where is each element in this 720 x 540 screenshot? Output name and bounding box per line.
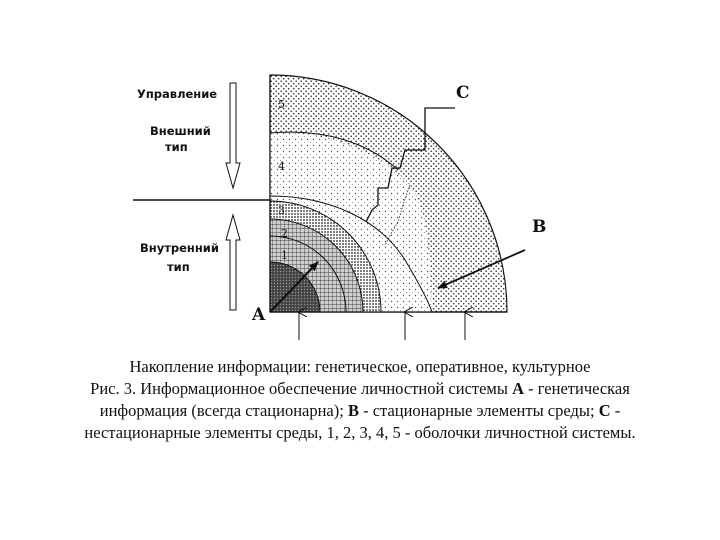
label-shell-2: 2	[281, 227, 288, 240]
caption-line-1: Накопление информации: генетическое, оперативное, культурное	[129, 357, 591, 376]
caption-bold-b: В	[347, 401, 359, 420]
label-external-type-1: Внешний	[150, 124, 211, 138]
label-internal-type-1: Внутренний	[140, 241, 219, 255]
caption-line-2	[20, 378, 700, 400]
label-control: Управление	[137, 87, 218, 101]
label-shell-4: 4	[278, 160, 285, 173]
caption-line-3-suffix: - стационарные элементы среды;	[358, 401, 599, 420]
caption-line-2-suffix: - генетическая	[524, 379, 630, 398]
external-type-arrow	[226, 83, 240, 188]
label-shell-5: 5	[278, 98, 285, 111]
label-internal-type-2: тип	[167, 260, 190, 274]
label-b: B	[532, 217, 547, 237]
caption-line-3-end: -	[610, 401, 621, 420]
caption-bold-c: С	[598, 401, 611, 420]
label-shell-1: 1	[281, 249, 288, 262]
caption-line-3-prefix: информация (всегда стационарна);	[99, 401, 348, 420]
label-a: A	[252, 305, 266, 325]
caption-line-2-prefix: Рис. 3. Информационное обеспечение личностной системы	[90, 379, 513, 398]
figure-caption	[20, 356, 700, 444]
label-shell-3: 3	[278, 204, 285, 217]
internal-type-arrow	[226, 215, 240, 310]
label-c: C	[456, 83, 470, 103]
label-external-type-2: тип	[165, 140, 188, 154]
caption-line-4: нестационарные элементы среды, 1, 2, 3, 4, 5 - оболочки личностной системы.	[84, 423, 636, 442]
caption-line-3	[20, 400, 700, 422]
caption-bold-a: А	[512, 379, 524, 398]
